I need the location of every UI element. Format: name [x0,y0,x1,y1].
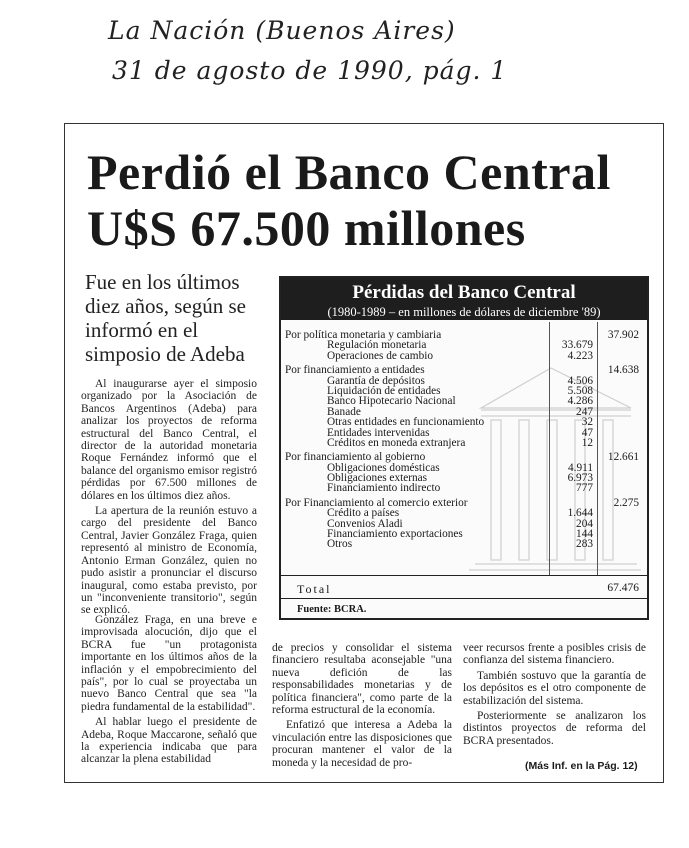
headline [87,144,611,256]
headline-line-1: Perdió el Banco Central [87,144,611,200]
article-column-3 [463,642,646,750]
row-subvalue: 247 [576,405,593,418]
row-total: 37.902 [607,329,639,341]
row-subvalue: 4.911 [568,461,593,474]
article-column-2 [272,642,452,772]
subheadline: Fue en los últimos diez años, según se informó en el simposio de Adeba [85,270,246,366]
row-subvalue: 32 [581,416,593,429]
row-subvalue: 12 [581,436,593,449]
table-source: Fuente: BCRA. [297,604,367,615]
row-subvalue: 47 [581,426,593,439]
row-subvalue: 4.286 [567,395,593,408]
row-subvalue: 5.508 [567,384,593,397]
row-label: Otras entidades en funcionamiento [327,416,485,429]
row-label: Financiamiento indirecto [327,482,441,495]
table-body [281,326,647,550]
row-label: Por política monetaria y cambiaria [285,329,442,341]
row-total: 14.638 [607,364,639,377]
paragraph: veer recursos frente a posibles crisis de confianza del sistema financiero. [463,642,646,667]
table-row [281,438,647,448]
paragraph: Posteriormente se analizaron los distintos proyectos de reforma del BCRA presentados. [463,710,646,747]
headline-line-2: U$S 67.500 millones [87,200,526,256]
row-label: Garantía de depósitos [327,374,425,387]
total-value: 67.476 [607,582,639,594]
row-total: 12.661 [607,451,639,464]
row-label: Créditos en moneda extranjera [327,436,466,449]
divider [281,598,647,599]
table-row [281,539,647,549]
row-label: Obligaciones domésticas [327,461,440,474]
table-subtitle: (1980-1989 – en millones de dólares de diciembre '89) [327,305,601,319]
row-subvalue: 283 [576,538,593,551]
table-row [281,483,647,493]
table-title: Pérdidas del Banco Central [352,282,576,303]
row-subvalue: 4.223 [567,349,593,362]
row-total: 2.275 [613,496,639,509]
row-label: Por financiamiento al gobierno [285,451,426,464]
row-label: Operaciones de cambio [327,349,434,362]
row-label: Por financiamiento a entidades [285,364,425,377]
row-subvalue: 33.679 [561,339,593,352]
paragraph: Al hablar luego el presidente de Adeba, Roque Maccarone, señaló que la experiencia indicaba que para alcanzar la plena estabilidad [81,716,257,766]
paragraph: La apertura de la reunión estuvo a cargo del presidente del Banco Central, Javier González Fraga, quien representó al ministro de Economía, Antonio Erman González, quien no pudo asistir a pronunciar el discurso inaugural, como estaba previsto, por un "inconveniente transitorio", según se explicó. [81,505,257,617]
divider [281,575,647,576]
newspaper-clipping [64,123,664,783]
row-label: Entidades intervenidas [327,426,430,439]
row-label: Obligaciones externas [327,472,428,485]
handwritten-date-line: 31 de agosto de 1990, pág. 1 [112,56,508,85]
handwritten-source-line: La Nación (Buenos Aires) [108,16,456,45]
row-label: Crédito a países [327,507,400,520]
row-label: Financiamiento exportaciones [327,528,463,541]
article-column-1-continued [81,614,257,769]
table-row [281,351,647,361]
row-subvalue: 1.644 [567,507,593,520]
paragraph: Enfatizó que interesa a Adeba la vinculación entre las disposiciones que procuran mantener el valor de la moneda y la necesidad de pro- [272,719,452,769]
row-label: Convenios Aladi [327,517,403,530]
paragraph: Al inaugurarse ayer el simposio organizado por la Asociación de Bancos Argentinos (Adeba) para analizar los proyectos de reforma estructural del Banco Central, el director de la autoridad monetaria Roque Fernández informó que el balance del organismo emisor registró pérdidas por 67.500 millones de dólares en los últimos diez años. [81,378,257,502]
article-column-1 [81,378,257,620]
row-label: Banco Hipotecario Nacional [327,395,456,408]
continued-reference: (Más Inf. en la Pág. 12) [525,760,638,772]
table-category-row [281,365,647,375]
paragraph: de precios y consolidar el sistema financiero resultaba aconsejable "una nueva defición de las responsabilidades monetarias y de política financiera", como parte de la reforma estructural de la economía. [272,642,452,717]
row-label: Regulación monetaria [327,339,427,352]
paragraph: González Fraga, en una breve e improvisada alocución, dijo que el BCRA fue "un protagonista importante en los últimos años de la inflación y el empobrecimiento del país", por lo cual se proyectaba un nuevo Banco Central que sea "la piedra fundamental de la estabilidad". [81,614,257,713]
row-subvalue: 204 [576,517,593,530]
row-label: Liquidación de entidades [327,384,441,397]
table-header [281,278,647,320]
table-row [281,417,647,427]
row-subvalue: 4.506 [567,374,593,387]
total-label: Total [297,582,332,596]
row-subvalue: 777 [576,482,593,495]
row-subvalue: 144 [576,528,593,541]
paragraph: También sostuvo que la garantía de los depósitos es el otro componente de estabilización del sistema. [463,669,646,707]
row-subvalue: 6.973 [567,472,593,485]
row-label: Por Financiamiento al comercio exterior [285,496,468,509]
losses-table [279,276,649,620]
row-label: Otros [327,538,353,551]
row-label: Banade [327,405,361,418]
